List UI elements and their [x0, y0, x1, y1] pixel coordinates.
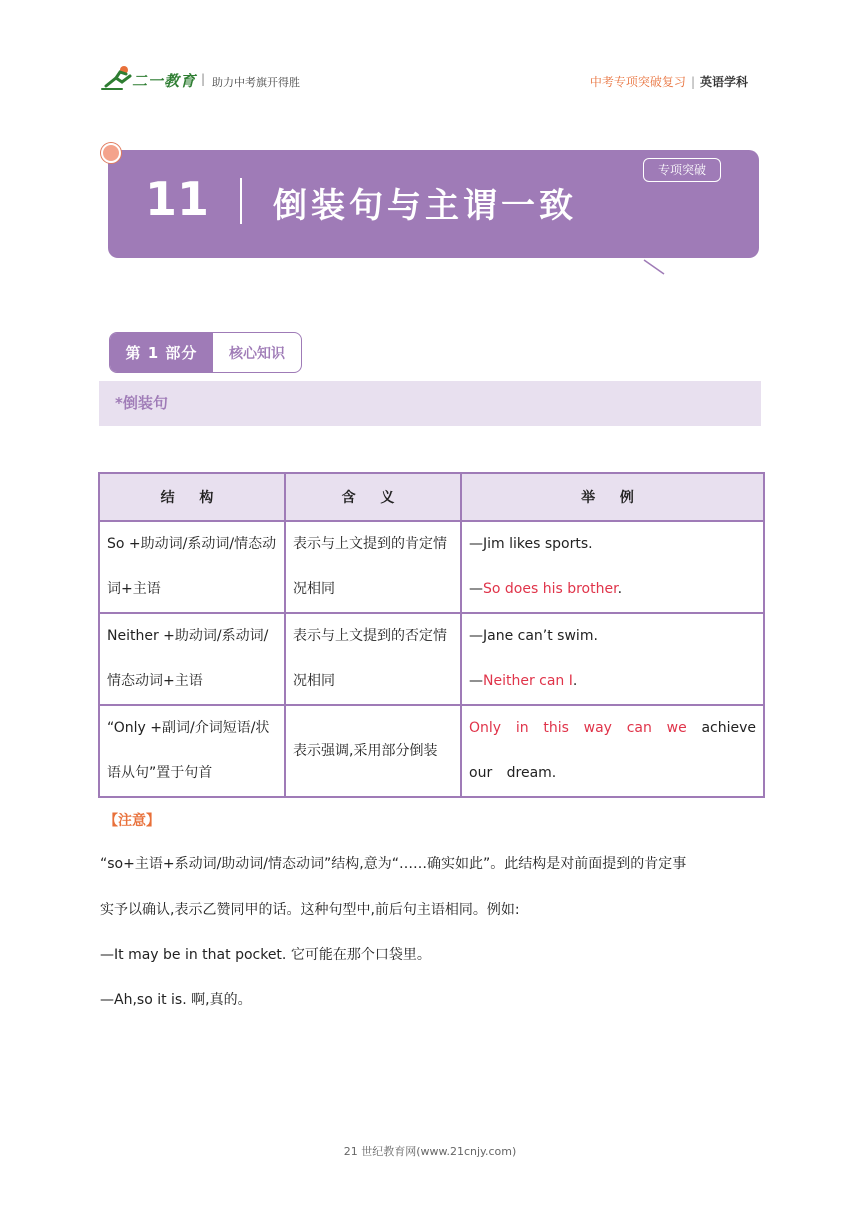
table-header-row — [99, 473, 764, 521]
header-structure: 结 构 — [99, 473, 285, 521]
header-slogan: 助力中考旗开得胜 — [212, 76, 300, 89]
banner-tail-decoration — [640, 258, 670, 278]
subject-label: 英语学科 — [699, 75, 748, 89]
meaning-cell: 表示强调,采用部分倒装 — [285, 705, 461, 797]
example-answer-line — [469, 659, 756, 704]
series-label: 中考专项突破复习 — [589, 75, 686, 89]
topic-badge: 专项突破 — [643, 158, 721, 182]
section-part-label: 第 1 部分 — [110, 333, 213, 372]
table-row — [99, 521, 764, 613]
header-example: 举 例 — [461, 473, 764, 521]
example-cell — [461, 613, 764, 705]
example-answer-line — [469, 567, 756, 612]
structure-cell: So +助动词/系动词/情态动词+主语 — [99, 521, 285, 613]
chapter-number: 11 — [145, 172, 210, 226]
example-line: —Jim likes sports. — [469, 536, 593, 552]
example-line: —Jane can’t swim. — [469, 628, 598, 644]
logo-text: 二一教育 — [132, 72, 197, 90]
subheading: *倒装句 — [99, 381, 761, 426]
example-cell — [461, 521, 764, 613]
header-separator: | — [201, 72, 206, 86]
header-right-separator: | — [690, 75, 695, 89]
punctuation: . — [572, 673, 578, 689]
dash: — — [469, 673, 483, 689]
punctuation: . — [617, 581, 623, 597]
dash: — — [469, 581, 483, 597]
note-example: —Ah,so it is. 啊,真的。 — [100, 992, 252, 1008]
chapter-title: 倒装句与主谓一致 — [273, 186, 577, 226]
example-rest: achieve our dream. — [469, 720, 756, 781]
highlighted-answer: Neither can I — [483, 673, 573, 689]
header-meaning: 含 义 — [285, 473, 461, 521]
note-line: 实予以确认,表示乙赞同甲的话。这种句型中,前后句主语相同。例如: — [100, 902, 520, 918]
meaning-cell: 表示与上文提到的肯定情况相同 — [285, 521, 461, 613]
structure-cell: Neither +助动词/系动词/情态动词+主语 — [99, 613, 285, 705]
banner-dot-decoration — [101, 143, 121, 163]
meaning-cell: 表示与上文提到的否定情况相同 — [285, 613, 461, 705]
header-right — [590, 73, 748, 90]
section-tab — [109, 332, 302, 373]
table-row — [99, 613, 764, 705]
table-row — [99, 705, 764, 797]
highlighted-phrase: Only in this way can we — [469, 720, 687, 736]
section-name-label: 核心知识 — [229, 345, 285, 362]
note-example: —It may be in that pocket. 它可能在那个口袋里。 — [100, 947, 431, 963]
grammar-table — [98, 472, 765, 798]
banner-divider — [240, 178, 242, 224]
structure-cell: “Only +副词/介词短语/状语从句”置于句首 — [99, 705, 285, 797]
runner-logo-icon — [100, 64, 134, 92]
page-footer: 21 世纪教育网(www.21cnjy.com) — [343, 1145, 517, 1158]
note-title: 【注意】 — [104, 813, 160, 829]
highlighted-answer: So does his brother — [483, 581, 618, 597]
note-line: “so+主语+系动词/助动词/情态动词”结构,意为“……确实如此”。此结构是对前面提到的肯定事 — [100, 856, 687, 872]
example-cell — [461, 705, 764, 797]
